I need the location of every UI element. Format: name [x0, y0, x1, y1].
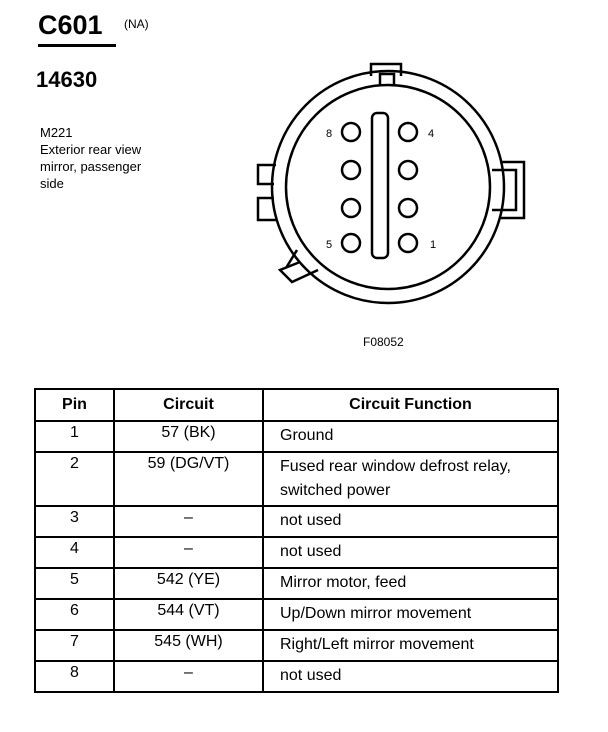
connector-id: C601 — [38, 10, 103, 40]
function-cell: not used — [263, 537, 558, 568]
pin-cavity-2 — [399, 199, 417, 217]
function-cell: Ground — [263, 421, 558, 452]
pin-table — [34, 388, 559, 693]
pin-label-1: 1 — [430, 239, 437, 251]
pin-cell: 3 — [35, 506, 114, 537]
pin-cell: 7 — [35, 630, 114, 661]
pin-label-8: 8 — [326, 128, 333, 140]
pin-cavity-7 — [342, 161, 360, 179]
pin-cell: 4 — [35, 537, 114, 568]
pin-cell: 6 — [35, 599, 114, 630]
pin-label-4: 4 — [428, 128, 435, 140]
function-cell: Up/Down mirror movement — [263, 599, 558, 630]
pin-cavity-4 — [399, 123, 417, 141]
figure-code: F08052 — [363, 335, 404, 349]
header-pin: Pin — [35, 389, 114, 421]
circuit-cell: 57 (BK) — [114, 421, 263, 452]
circuit-cell: 544 (VT) — [114, 599, 263, 630]
circuit-cell: 542 (YE) — [114, 568, 263, 599]
pin-cell: 1 — [35, 421, 114, 452]
circuit-cell: – — [114, 661, 263, 692]
description-line: mirror, passenger — [40, 159, 142, 174]
description-line: side — [40, 176, 64, 191]
pin-cavity-6 — [342, 199, 360, 217]
header-circuit: Circuit — [114, 389, 263, 421]
pin-cell: 5 — [35, 568, 114, 599]
table-row — [35, 599, 558, 630]
table-row — [35, 630, 558, 661]
function-cell: Mirror motor, feed — [263, 568, 558, 599]
table-row — [35, 506, 558, 537]
description-line: Exterior rear view — [40, 142, 142, 157]
table-row — [35, 568, 558, 599]
part-number: 14630 — [36, 67, 98, 92]
table-row — [35, 421, 558, 452]
function-cell: not used — [263, 661, 558, 692]
region-code: (NA) — [124, 17, 149, 31]
pin-cavity-8 — [342, 123, 360, 141]
pin-label-5: 5 — [326, 239, 333, 251]
circuit-cell: – — [114, 537, 263, 568]
pin-cavity-5 — [342, 234, 360, 252]
center-key-slot — [372, 113, 388, 258]
function-cell: Right/Left mirror movement — [263, 630, 558, 661]
pin-cavity-1 — [399, 234, 417, 252]
pin-cell: 2 — [35, 452, 114, 506]
circuit-cell: – — [114, 506, 263, 537]
function-cell: not used — [263, 506, 558, 537]
table-row — [35, 537, 558, 568]
circuit-cell: 545 (WH) — [114, 630, 263, 661]
function-cell: Fused rear window defrost relay, switched power — [263, 452, 558, 506]
pin-cavity-3 — [399, 161, 417, 179]
pin-cell: 8 — [35, 661, 114, 692]
table-row — [35, 452, 558, 506]
circuit-cell: 59 (DG/VT) — [114, 452, 263, 506]
header-function: Circuit Function — [263, 389, 558, 421]
bottom-left-lock — [280, 262, 318, 282]
component-code: M221 — [40, 125, 73, 140]
table-row — [35, 661, 558, 692]
table-header-row — [35, 389, 558, 421]
